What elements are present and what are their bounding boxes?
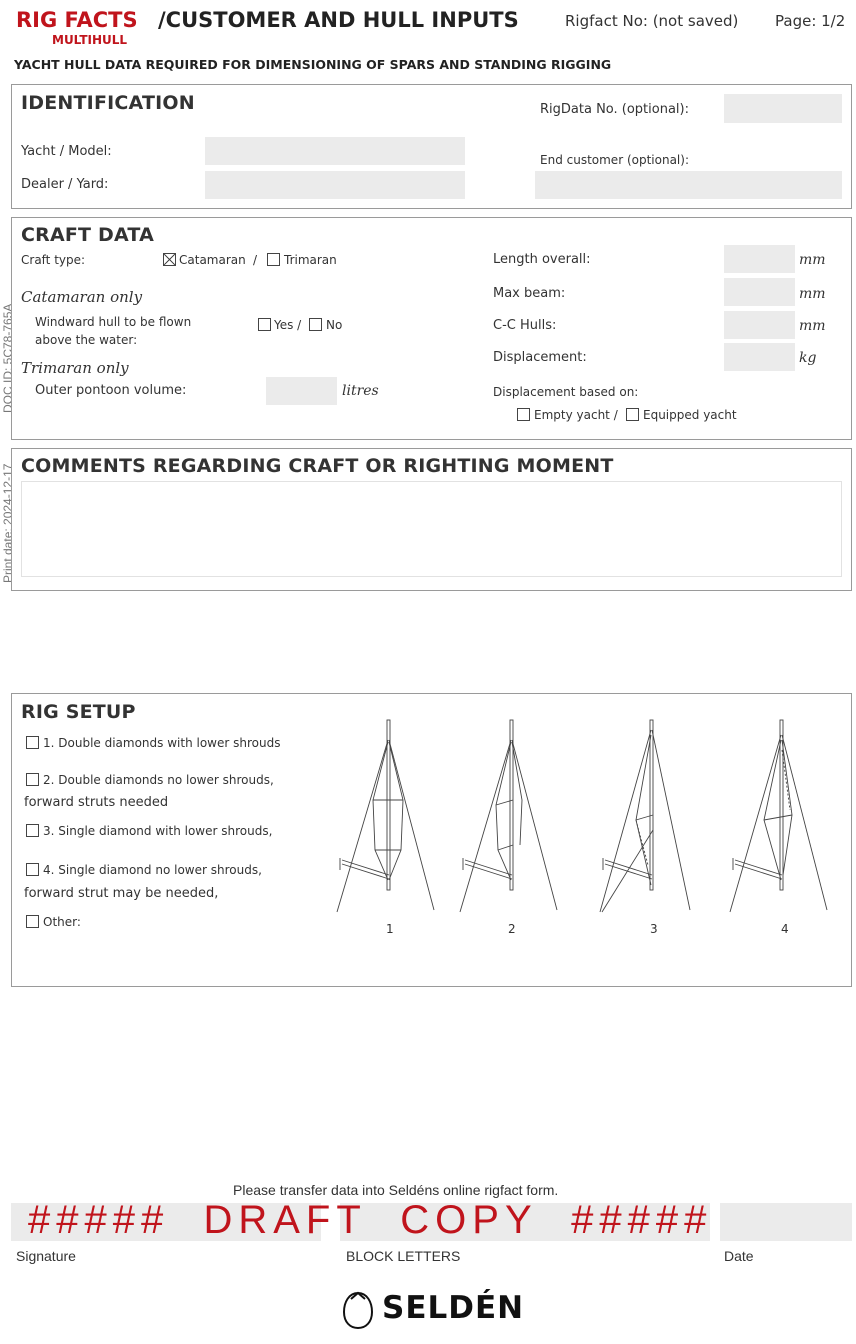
max-beam-unit: mm <box>799 286 826 302</box>
date-field[interactable] <box>720 1203 852 1241</box>
windward-label-1: Windward hull to be flown <box>35 315 192 329</box>
trimaran-label: Trimaran <box>284 253 337 267</box>
displacement-based-label: Displacement based on: <box>493 385 639 399</box>
end-customer-field[interactable] <box>535 171 842 199</box>
empty-yacht-label: Empty yacht / <box>534 408 618 422</box>
windward-no-label: No <box>326 318 343 332</box>
rig-diagram-2 <box>460 720 557 912</box>
rig-option-other-checkbox[interactable] <box>26 915 39 928</box>
doc-id-side: DOC ID: 5C78-765A <box>1 303 15 413</box>
windward-label-2: above the water: <box>35 333 138 347</box>
catamaran-checkbox[interactable] <box>163 253 176 266</box>
rig-option-1-label: 1. Double diamonds with lower shrouds <box>43 736 281 750</box>
rig-diagram-4 <box>730 720 827 912</box>
comments-textarea[interactable] <box>21 481 842 577</box>
rig-option-4-label: 4. Single diamond no lower shrouds, <box>43 863 262 877</box>
date-label: Date <box>724 1248 754 1264</box>
selden-logo-icon <box>341 1290 375 1330</box>
cc-hulls-unit: mm <box>799 318 826 334</box>
rigdata-field[interactable] <box>724 94 842 123</box>
rig-option-3-label: 3. Single diamond with lower shrouds, <box>43 824 273 838</box>
empty-yacht-checkbox[interactable] <box>517 408 530 421</box>
rig-option-2-extra: forward struts needed <box>24 795 169 810</box>
length-overall-unit: mm <box>799 252 826 268</box>
rig-diagrams <box>320 710 840 960</box>
pontoon-volume-field[interactable] <box>266 377 337 405</box>
craft-type-label: Craft type: <box>21 253 86 267</box>
rig-option-other-label: Other: <box>43 915 81 929</box>
windward-yes-checkbox[interactable] <box>258 318 271 331</box>
rig-option-4-checkbox[interactable] <box>26 863 39 876</box>
draft-copy-watermark: ##### DRAFT COPY ##### <box>28 1198 713 1242</box>
dealer-yard-label: Dealer / Yard: <box>21 177 109 192</box>
rigdata-label: RigData No. (optional): <box>540 102 689 117</box>
displacement-field[interactable] <box>724 343 795 371</box>
signature-label: Signature <box>16 1248 76 1264</box>
rig-diagram-label-4: 4 <box>781 922 789 936</box>
windward-yes-label: Yes / <box>274 318 302 332</box>
trimaran-only-heading: Trimaran only <box>21 359 129 377</box>
rig-option-2-label: 2. Double diamonds no lower shrouds, <box>43 773 274 787</box>
yacht-model-field[interactable] <box>205 137 465 165</box>
rig-option-2-checkbox[interactable] <box>26 773 39 786</box>
selden-logo-text: SELDÉN <box>382 1290 525 1326</box>
craft-type-separator: / <box>253 253 258 267</box>
rig-option-3-checkbox[interactable] <box>26 824 39 837</box>
dealer-yard-field[interactable] <box>205 171 465 199</box>
yacht-model-label: Yacht / Model: <box>21 144 112 159</box>
brand-title: RIG FACTS <box>16 8 138 32</box>
equipped-yacht-label: Equipped yacht <box>643 408 737 422</box>
catamaran-label: Catamaran <box>179 253 246 267</box>
end-customer-label: End customer (optional): <box>540 153 689 167</box>
windward-no-checkbox[interactable] <box>309 318 322 331</box>
rig-diagram-label-3: 3 <box>650 922 658 936</box>
displacement-label: Displacement: <box>493 350 587 365</box>
craft-data-title: CRAFT DATA <box>21 224 155 246</box>
pontoon-volume-label: Outer pontoon volume: <box>35 383 187 398</box>
length-overall-label: Length overall: <box>493 252 591 267</box>
transfer-note: Please transfer data into Seldéns online rigfact form. <box>233 1182 559 1198</box>
rigfact-number: Rigfact No: (not saved) <box>565 12 739 30</box>
form-subtitle: YACHT HULL DATA REQUIRED FOR DIMENSIONING OF SPARS AND STANDING RIGGING <box>14 57 612 72</box>
trimaran-checkbox[interactable] <box>267 253 280 266</box>
pontoon-volume-unit: litres <box>342 383 379 399</box>
cc-hulls-label: C-C Hulls: <box>493 318 557 333</box>
rig-option-4-extra: forward strut may be needed, <box>24 886 219 901</box>
rig-diagram-label-1: 1 <box>386 922 394 936</box>
rig-diagram-1 <box>337 720 434 912</box>
displacement-unit: kg <box>799 350 817 366</box>
page-number: Page: 1/2 <box>775 12 846 30</box>
max-beam-label: Max beam: <box>493 286 566 301</box>
identification-title: IDENTIFICATION <box>21 92 195 114</box>
print-date-side: Print date: 2024-12-17 <box>1 463 15 583</box>
max-beam-field[interactable] <box>724 278 795 306</box>
length-overall-field[interactable] <box>724 245 795 273</box>
block-letters-label: BLOCK LETTERS <box>346 1248 461 1264</box>
cc-hulls-field[interactable] <box>724 311 795 339</box>
equipped-yacht-checkbox[interactable] <box>626 408 639 421</box>
rig-diagram-label-2: 2 <box>508 922 516 936</box>
comments-title: COMMENTS REGARDING CRAFT OR RIGHTING MOMENT <box>21 455 614 477</box>
rig-setup-title: RIG SETUP <box>21 701 136 723</box>
page-title: /CUSTOMER AND HULL INPUTS <box>158 8 519 32</box>
rig-option-1-checkbox[interactable] <box>26 736 39 749</box>
catamaran-only-heading: Catamaran only <box>21 288 143 306</box>
brand-subtitle: MULTIHULL <box>52 33 128 47</box>
rig-diagram-3 <box>600 720 690 912</box>
